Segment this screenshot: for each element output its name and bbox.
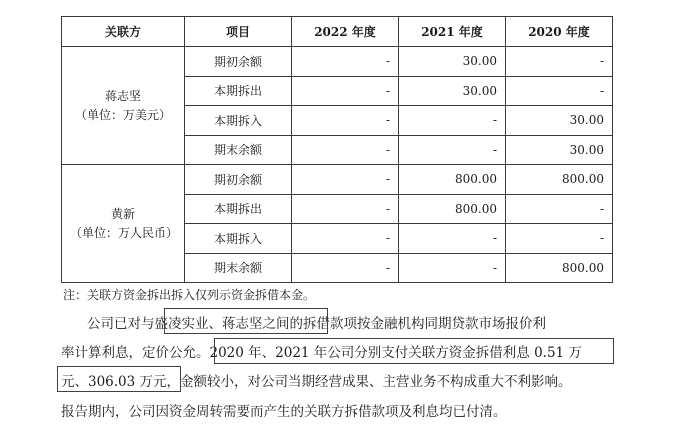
value-2022: - xyxy=(292,47,399,77)
value-2022: - xyxy=(292,224,399,254)
item-cell: 本期拆出 xyxy=(185,76,292,106)
value-2021: 800.00 xyxy=(399,165,506,195)
party-unit: （单位：万美元） xyxy=(74,107,171,122)
value-2020: - xyxy=(506,224,613,254)
header-2020: 2020 年度 xyxy=(506,17,613,47)
party-cell xyxy=(62,47,185,165)
value-2020: 800.00 xyxy=(506,165,613,195)
value-2021: - xyxy=(399,106,506,136)
table-footnote: 注：关联方资金拆出拆入仅列示资金拆借本金。 xyxy=(63,288,316,302)
value-2020: - xyxy=(506,76,613,106)
paragraph-line-1: 公司已对与盛凌实业、蒋志坚之间的拆借款项按金融机构同期贷款市场报价利 xyxy=(87,316,546,332)
value-2020: 800.00 xyxy=(506,253,613,283)
value-2020: - xyxy=(506,47,613,77)
related-party-loan-table xyxy=(61,16,613,283)
item-cell: 期末余额 xyxy=(185,135,292,165)
value-2022: - xyxy=(292,165,399,195)
item-cell: 本期拆入 xyxy=(185,224,292,254)
value-2021: - xyxy=(399,224,506,254)
item-cell: 期末余额 xyxy=(185,253,292,283)
party-cell xyxy=(62,165,185,283)
paragraph-line-2: 率计算利息，定价公允。2020 年、2021 年公司分别支付关联方资金拆借利息 0.51 万 xyxy=(61,345,582,361)
paragraph-line-4: 报告期内，公司因资金周转需要而产生的关联方拆借款项及利息均已付清。 xyxy=(61,404,507,420)
value-2022: - xyxy=(292,253,399,283)
value-2022: - xyxy=(292,194,399,224)
value-2022: - xyxy=(292,106,399,136)
paragraph-line-3: 元、306.03 万元，金额较小，对公司当期经营成果、主营业务不构成重大不利影响。 xyxy=(61,374,572,390)
table-header-row xyxy=(62,17,613,47)
value-2021: - xyxy=(399,135,506,165)
header-2021: 2021 年度 xyxy=(399,17,506,47)
value-2021: 800.00 xyxy=(399,194,506,224)
header-item: 项目 xyxy=(185,17,292,47)
value-2020: 30.00 xyxy=(506,135,613,165)
value-2021: 30.00 xyxy=(399,47,506,77)
item-cell: 本期拆入 xyxy=(185,106,292,136)
party-unit: （单位：万人民币） xyxy=(70,225,179,240)
value-2021: - xyxy=(399,253,506,283)
party-name: 黄新 xyxy=(110,206,135,221)
value-2021: 30.00 xyxy=(399,76,506,106)
table-row xyxy=(62,47,613,77)
value-2020: 30.00 xyxy=(506,106,613,136)
value-2020: - xyxy=(506,194,613,224)
value-2022: - xyxy=(292,135,399,165)
value-2022: - xyxy=(292,76,399,106)
party-name: 蒋志坚 xyxy=(104,88,141,103)
header-2022: 2022 年度 xyxy=(292,17,399,47)
item-cell: 期初余额 xyxy=(185,47,292,77)
item-cell: 本期拆出 xyxy=(185,194,292,224)
header-related-party: 关联方 xyxy=(62,17,185,47)
item-cell: 期初余额 xyxy=(185,165,292,195)
table-row xyxy=(62,165,613,195)
